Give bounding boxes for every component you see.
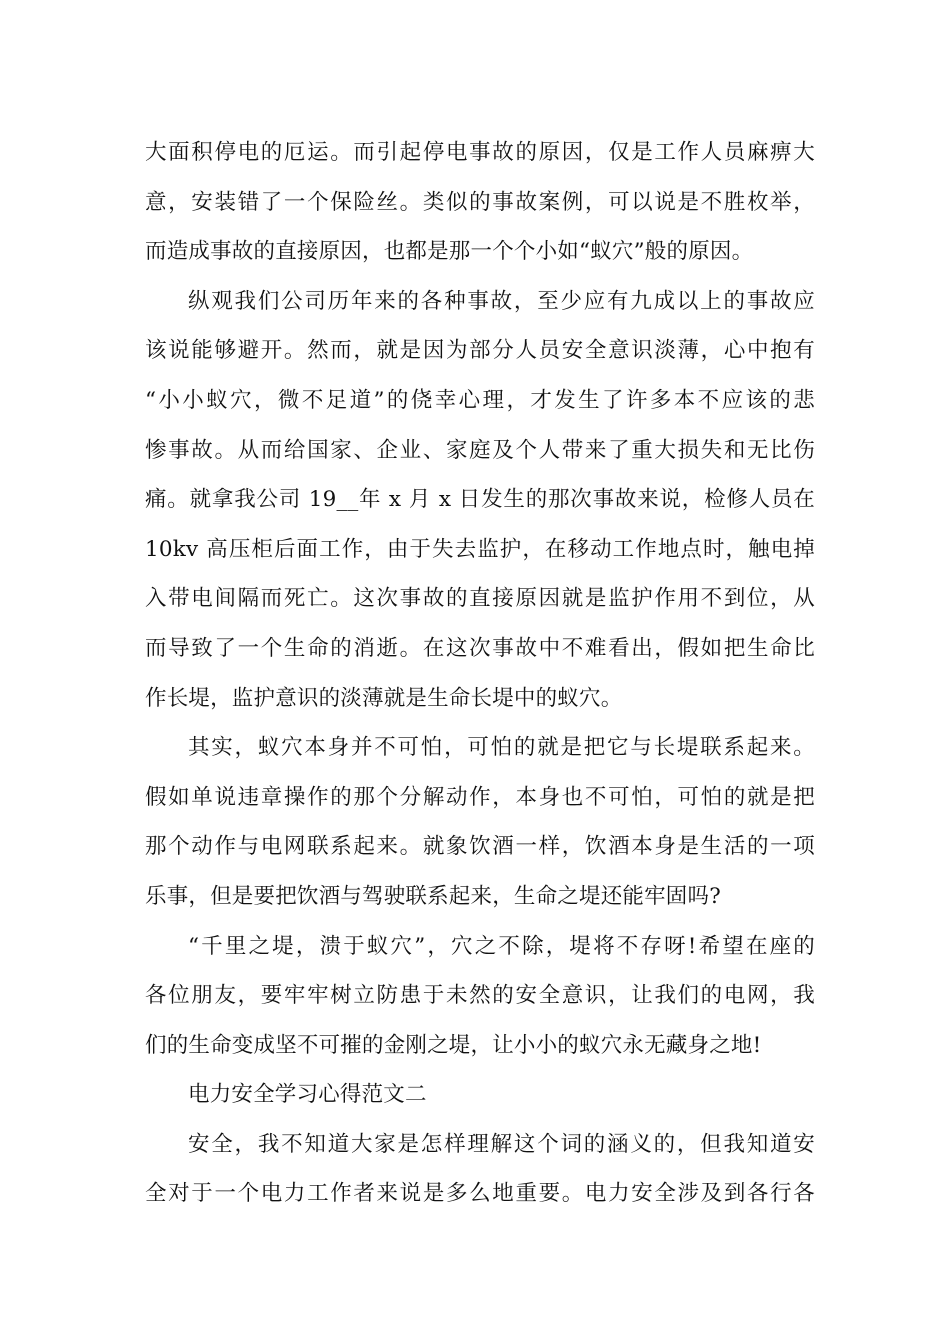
text-line: “千里之堤，溃于蚁穴”，穴之不除，堤将不存呀!希望在座的 xyxy=(188,933,815,959)
text-line: 入带电间隔而死亡。这次事故的直接原因就是监护作用不到位，从 xyxy=(145,586,815,612)
text-line: “小小蚁穴，微不足道”的侥幸心理，才发生了许多本不应该的悲 xyxy=(145,387,815,413)
text-line: 大面积停电的厄运。而引起停电事故的原因，仅是工作人员麻痹大 xyxy=(145,140,815,165)
text-line: 安全，我不知道大家是怎样理解这个词的涵义的，但我知道安 xyxy=(188,1131,815,1157)
text-line: 乐事，但是要把饮酒与驾驶联系起来，生命之堤还能牢固吗? xyxy=(145,883,721,909)
body-text xyxy=(145,128,815,1219)
text-line: 们的生命变成坚不可摧的金刚之堤，让小小的蚁穴永无藏身之地! xyxy=(145,1032,762,1058)
text-line: 假如单说违章操作的那个分解动作，本身也不可怕，可怕的就是把 xyxy=(145,784,815,810)
text-line: 纵观我们公司历年来的各种事故，至少应有九成以上的事故应 xyxy=(188,288,815,314)
text-line: 其实，蚁穴本身并不可怕，可怕的就是把它与长堤联系起来。 xyxy=(188,735,815,761)
text-line: 各位朋友，要牢牢树立防患于未然的安全意识，让我们的电网，我 xyxy=(145,983,815,1009)
text-line: 惨事故。从而给国家、企业、家庭及个人带来了重大损失和无比伤 xyxy=(145,437,815,463)
text-line: 那个动作与电网联系起来。就象饮酒一样，饮酒本身是生活的一项 xyxy=(145,834,815,860)
text-line: 意，安装错了一个保险丝。类似的事故案例，可以说是不胜枚举， xyxy=(145,189,815,215)
text-line: 痛。就拿我公司 19__年 x 月 x 日发生的那次事故来说，检修人员在 xyxy=(145,487,815,513)
text-line: 电力安全学习心得范文二 xyxy=(188,1082,427,1108)
text-line: 该说能够避开。然而，就是因为部分人员安全意识淡薄，心中抱有 xyxy=(145,338,815,364)
text-line: 作长堤，监护意识的淡薄就是生命长堤中的蚁穴。 xyxy=(145,685,623,711)
text-line: 10kv 高压柜后面工作，由于失去监护，在移动工作地点时，触电掉 xyxy=(145,536,815,562)
text-line: 全对于一个电力工作者来说是多么地重要。电力安全涉及到各行各 xyxy=(145,1181,815,1207)
text-line: 而导致了一个生命的消逝。在这次事故中不难看出，假如把生命比 xyxy=(145,635,815,661)
text-line: 而造成事故的直接原因，也都是那一个个小如“蚁穴”般的原因。 xyxy=(145,239,754,265)
